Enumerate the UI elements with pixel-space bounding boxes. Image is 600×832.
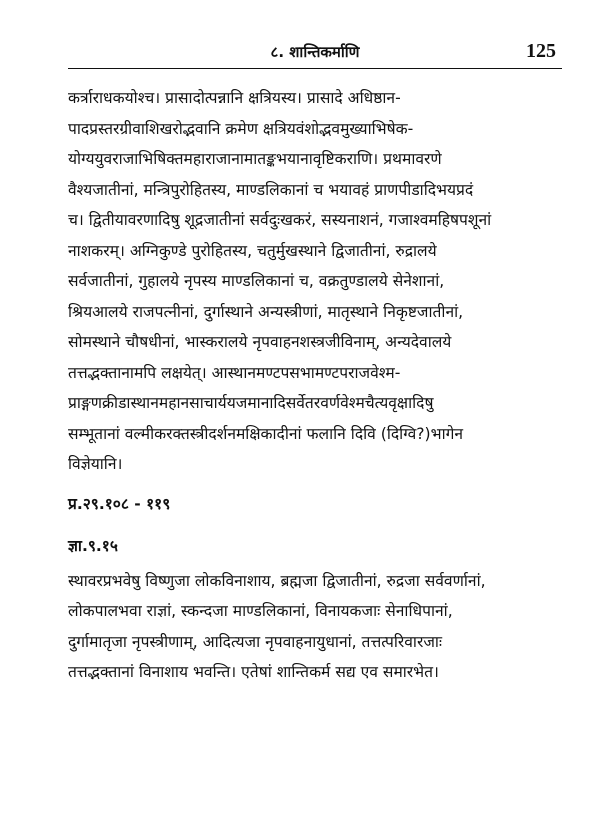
text-line: पादप्रस्तरग्रीवाशिखरोद्भवानि क्रमेण क्षत्रियवंशोद्भवमुख्याभिषेक- xyxy=(68,119,414,138)
page-number: 125 xyxy=(526,40,556,62)
text-line: विज्ञेयानि। xyxy=(68,455,123,473)
source-reference-1: प्र.२९.१०८ - ११९ xyxy=(68,494,171,513)
text-line: नाशकरम्। अग्निकुण्डे पुरोहितस्य, चतुर्मुखस्थाने द्विजातीनां, रुद्रालये xyxy=(68,241,437,260)
chapter-title: ८. शान्तिकर्माणि xyxy=(270,43,360,61)
text-line: सर्वजातीनां, गुहालये नृपस्य माण्डलिकानां च, वक्रतुण्डालये सेनेशानां, xyxy=(68,272,445,290)
text-line: योग्ययुवराजाभिषिक्तमहाराजानामातङ्कभयानावृष्टिकराणि। प्रथमावरणे xyxy=(68,150,442,168)
text-line: प्राङ्गणक्रीडास्थानमहानसाचार्ययजमानादिसर्वेतरवर्णवेश्मचैत्यवृक्षादिषु xyxy=(68,394,434,412)
text-line: सम्भूतानां वल्मीकरक्तस्त्रीदर्शनमक्षिकादीनां फलानि दिवि (दिग्वि?)भागेन xyxy=(68,424,464,443)
text-line: तत्तद्भक्तानां विनाशाय भवन्ति। एतेषां शान्तिकर्म सद्य एव समारभेत। xyxy=(68,663,439,681)
text-line: श्रियआलये राजपत्नीनां, दुर्गास्थाने अन्यस्त्रीणां, मातृस्थाने निकृष्टजातीनां, xyxy=(68,302,464,321)
text-line: सोमस्थाने चौषधीनां, भास्करालये नृपवाहनशस्त्रजीविनाम्, अन्यदेवालये xyxy=(68,333,452,351)
text-line: स्थावरप्रभवेषु विष्णुजा लोकविनाशाय, ब्रह्मजा द्विजातीनां, रुद्रजा सर्ववर्णानां, xyxy=(68,571,486,590)
text-line: वैश्यजातीनां, मन्त्रिपुरोहितस्य, माण्डलिकानां च भयावहं प्राणपीडादिभयप्रदं xyxy=(68,180,474,199)
text-line: तत्तद्भक्तानामपि लक्षयेत्। आस्थानमण्टपसभामण्टपराजवेश्म- xyxy=(68,363,401,382)
text-line: च। द्वितीयावरणादिषु शूद्रजातीनां सर्वदुःखकरं, सस्यनाशनं, गजाश्वमहिषपशूनां xyxy=(68,211,492,229)
running-header xyxy=(68,40,562,69)
paragraph-2 xyxy=(68,566,562,688)
paragraph-1 xyxy=(68,83,562,480)
text-line: कर्त्राराधकयोश्च। प्रासादोत्पन्नानि क्षत्रियस्य। प्रासादे अधिष्ठान- xyxy=(68,89,401,107)
text-line: लोकपालभवा राज्ञां, स्कन्दजा माण्डलिकानां, विनायकजाः सेनाधिपानां, xyxy=(68,602,453,620)
source-reference-2: ज्ञा.९.१५ xyxy=(68,536,118,555)
text-line: दुर्गामातृजा नृपस्त्रीणाम्, आदित्यजा नृपवाहनायुधानां, तत्तत्परिवारजाः xyxy=(68,632,443,651)
